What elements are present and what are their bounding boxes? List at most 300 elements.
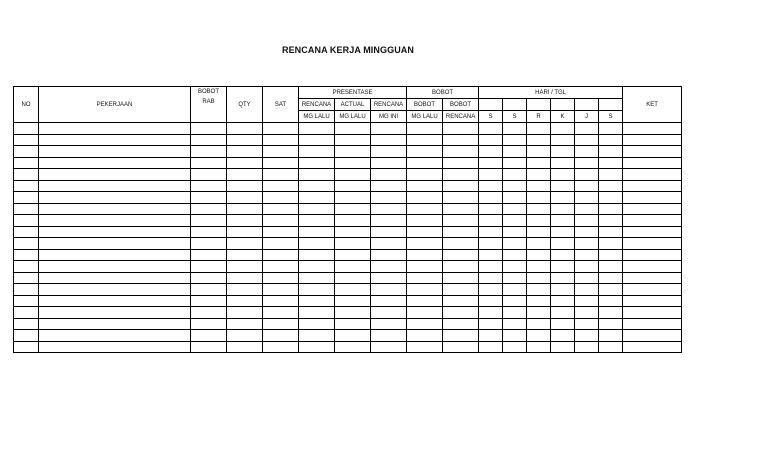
cell-no[interactable] xyxy=(14,226,39,238)
table-cell[interactable] xyxy=(299,215,335,227)
table-cell[interactable] xyxy=(263,284,299,296)
table-cell[interactable] xyxy=(599,307,623,319)
table-cell[interactable] xyxy=(479,226,503,238)
table-cell[interactable] xyxy=(479,330,503,342)
table-cell[interactable] xyxy=(335,226,371,238)
table-cell[interactable] xyxy=(299,169,335,181)
table-cell[interactable] xyxy=(575,180,599,192)
cell-ket[interactable] xyxy=(623,192,682,204)
table-cell[interactable] xyxy=(371,307,407,319)
table-cell[interactable] xyxy=(503,169,527,181)
table-cell[interactable] xyxy=(227,295,263,307)
table-cell[interactable] xyxy=(551,284,575,296)
table-cell[interactable] xyxy=(599,330,623,342)
table-cell[interactable] xyxy=(371,157,407,169)
table-cell[interactable] xyxy=(443,295,479,307)
table-cell[interactable] xyxy=(191,238,227,250)
table-cell[interactable] xyxy=(227,146,263,158)
table-cell[interactable] xyxy=(371,272,407,284)
table-cell[interactable] xyxy=(575,341,599,353)
table-cell[interactable] xyxy=(443,203,479,215)
table-cell[interactable] xyxy=(263,238,299,250)
table-cell[interactable] xyxy=(335,157,371,169)
table-cell[interactable] xyxy=(503,284,527,296)
table-cell[interactable] xyxy=(551,318,575,330)
table-cell[interactable] xyxy=(575,192,599,204)
table-cell[interactable] xyxy=(263,341,299,353)
table-cell[interactable] xyxy=(191,261,227,273)
cell-pekerjaan[interactable] xyxy=(39,330,191,342)
table-cell[interactable] xyxy=(407,157,443,169)
cell-pekerjaan[interactable] xyxy=(39,272,191,284)
table-cell[interactable] xyxy=(227,134,263,146)
table-cell[interactable] xyxy=(299,307,335,319)
table-cell[interactable] xyxy=(575,249,599,261)
table-cell[interactable] xyxy=(407,203,443,215)
cell-pekerjaan[interactable] xyxy=(39,307,191,319)
table-cell[interactable] xyxy=(335,192,371,204)
table-cell[interactable] xyxy=(299,261,335,273)
cell-pekerjaan[interactable] xyxy=(39,203,191,215)
table-cell[interactable] xyxy=(263,307,299,319)
table-cell[interactable] xyxy=(263,261,299,273)
table-cell[interactable] xyxy=(299,341,335,353)
table-cell[interactable] xyxy=(371,192,407,204)
table-cell[interactable] xyxy=(527,134,551,146)
table-cell[interactable] xyxy=(479,318,503,330)
table-cell[interactable] xyxy=(503,146,527,158)
table-cell[interactable] xyxy=(527,192,551,204)
table-cell[interactable] xyxy=(191,169,227,181)
table-cell[interactable] xyxy=(551,180,575,192)
table-cell[interactable] xyxy=(407,330,443,342)
cell-pekerjaan[interactable] xyxy=(39,123,191,135)
table-cell[interactable] xyxy=(227,215,263,227)
table-cell[interactable] xyxy=(263,330,299,342)
table-cell[interactable] xyxy=(191,307,227,319)
table-cell[interactable] xyxy=(599,215,623,227)
table-cell[interactable] xyxy=(551,330,575,342)
table-cell[interactable] xyxy=(575,203,599,215)
table-cell[interactable] xyxy=(335,318,371,330)
table-cell[interactable] xyxy=(503,238,527,250)
cell-ket[interactable] xyxy=(623,215,682,227)
table-cell[interactable] xyxy=(263,192,299,204)
table-cell[interactable] xyxy=(479,169,503,181)
table-cell[interactable] xyxy=(443,261,479,273)
table-cell[interactable] xyxy=(191,123,227,135)
table-cell[interactable] xyxy=(263,123,299,135)
table-cell[interactable] xyxy=(527,123,551,135)
cell-pekerjaan[interactable] xyxy=(39,169,191,181)
table-cell[interactable] xyxy=(371,249,407,261)
table-cell[interactable] xyxy=(191,341,227,353)
table-cell[interactable] xyxy=(479,284,503,296)
table-cell[interactable] xyxy=(371,146,407,158)
table-cell[interactable] xyxy=(551,295,575,307)
table-cell[interactable] xyxy=(551,261,575,273)
table-cell[interactable] xyxy=(479,249,503,261)
table-cell[interactable] xyxy=(575,261,599,273)
table-cell[interactable] xyxy=(551,307,575,319)
table-cell[interactable] xyxy=(335,307,371,319)
cell-no[interactable] xyxy=(14,272,39,284)
table-cell[interactable] xyxy=(551,157,575,169)
cell-ket[interactable] xyxy=(623,295,682,307)
table-cell[interactable] xyxy=(263,226,299,238)
cell-no[interactable] xyxy=(14,307,39,319)
cell-pekerjaan[interactable] xyxy=(39,238,191,250)
table-cell[interactable] xyxy=(407,249,443,261)
table-cell[interactable] xyxy=(551,123,575,135)
cell-ket[interactable] xyxy=(623,330,682,342)
table-cell[interactable] xyxy=(575,284,599,296)
table-cell[interactable] xyxy=(299,157,335,169)
table-cell[interactable] xyxy=(551,272,575,284)
table-cell[interactable] xyxy=(527,295,551,307)
table-cell[interactable] xyxy=(407,215,443,227)
table-cell[interactable] xyxy=(191,215,227,227)
cell-pekerjaan[interactable] xyxy=(39,180,191,192)
table-cell[interactable] xyxy=(227,169,263,181)
cell-no[interactable] xyxy=(14,157,39,169)
cell-no[interactable] xyxy=(14,169,39,181)
table-cell[interactable] xyxy=(443,272,479,284)
table-cell[interactable] xyxy=(371,284,407,296)
table-cell[interactable] xyxy=(503,192,527,204)
table-cell[interactable] xyxy=(443,249,479,261)
cell-pekerjaan[interactable] xyxy=(39,295,191,307)
table-cell[interactable] xyxy=(227,238,263,250)
table-cell[interactable] xyxy=(575,330,599,342)
table-cell[interactable] xyxy=(371,295,407,307)
table-cell[interactable] xyxy=(191,180,227,192)
table-cell[interactable] xyxy=(227,318,263,330)
table-cell[interactable] xyxy=(527,341,551,353)
table-cell[interactable] xyxy=(575,318,599,330)
cell-pekerjaan[interactable] xyxy=(39,215,191,227)
table-cell[interactable] xyxy=(443,307,479,319)
table-cell[interactable] xyxy=(503,307,527,319)
table-cell[interactable] xyxy=(443,157,479,169)
table-cell[interactable] xyxy=(599,157,623,169)
table-cell[interactable] xyxy=(551,192,575,204)
table-cell[interactable] xyxy=(575,169,599,181)
table-cell[interactable] xyxy=(443,169,479,181)
table-cell[interactable] xyxy=(335,238,371,250)
table-cell[interactable] xyxy=(551,169,575,181)
cell-ket[interactable] xyxy=(623,272,682,284)
table-cell[interactable] xyxy=(551,203,575,215)
cell-no[interactable] xyxy=(14,238,39,250)
table-cell[interactable] xyxy=(191,318,227,330)
table-cell[interactable] xyxy=(191,203,227,215)
table-cell[interactable] xyxy=(227,249,263,261)
table-cell[interactable] xyxy=(227,192,263,204)
table-cell[interactable] xyxy=(551,215,575,227)
table-cell[interactable] xyxy=(527,318,551,330)
cell-ket[interactable] xyxy=(623,307,682,319)
table-cell[interactable] xyxy=(335,146,371,158)
cell-ket[interactable] xyxy=(623,123,682,135)
table-cell[interactable] xyxy=(299,134,335,146)
table-cell[interactable] xyxy=(227,330,263,342)
cell-ket[interactable] xyxy=(623,203,682,215)
table-cell[interactable] xyxy=(299,123,335,135)
table-cell[interactable] xyxy=(335,330,371,342)
table-cell[interactable] xyxy=(299,146,335,158)
table-cell[interactable] xyxy=(443,180,479,192)
table-cell[interactable] xyxy=(443,192,479,204)
table-cell[interactable] xyxy=(575,226,599,238)
table-cell[interactable] xyxy=(299,192,335,204)
table-cell[interactable] xyxy=(371,330,407,342)
cell-no[interactable] xyxy=(14,261,39,273)
table-cell[interactable] xyxy=(575,146,599,158)
table-cell[interactable] xyxy=(575,134,599,146)
cell-no[interactable] xyxy=(14,215,39,227)
table-cell[interactable] xyxy=(443,318,479,330)
table-cell[interactable] xyxy=(335,134,371,146)
table-cell[interactable] xyxy=(503,180,527,192)
cell-ket[interactable] xyxy=(623,318,682,330)
table-cell[interactable] xyxy=(443,341,479,353)
cell-pekerjaan[interactable] xyxy=(39,341,191,353)
table-cell[interactable] xyxy=(443,238,479,250)
table-cell[interactable] xyxy=(503,272,527,284)
table-cell[interactable] xyxy=(503,157,527,169)
table-cell[interactable] xyxy=(227,203,263,215)
table-cell[interactable] xyxy=(599,249,623,261)
table-cell[interactable] xyxy=(263,180,299,192)
table-cell[interactable] xyxy=(299,203,335,215)
cell-no[interactable] xyxy=(14,123,39,135)
table-cell[interactable] xyxy=(371,318,407,330)
table-cell[interactable] xyxy=(551,238,575,250)
table-cell[interactable] xyxy=(599,261,623,273)
table-cell[interactable] xyxy=(599,123,623,135)
cell-no[interactable] xyxy=(14,192,39,204)
table-cell[interactable] xyxy=(527,226,551,238)
table-cell[interactable] xyxy=(335,215,371,227)
table-cell[interactable] xyxy=(575,238,599,250)
cell-ket[interactable] xyxy=(623,146,682,158)
table-cell[interactable] xyxy=(227,180,263,192)
table-cell[interactable] xyxy=(263,157,299,169)
table-cell[interactable] xyxy=(575,295,599,307)
table-cell[interactable] xyxy=(191,192,227,204)
table-cell[interactable] xyxy=(335,249,371,261)
table-cell[interactable] xyxy=(479,134,503,146)
table-cell[interactable] xyxy=(407,123,443,135)
table-cell[interactable] xyxy=(503,123,527,135)
table-cell[interactable] xyxy=(227,261,263,273)
table-cell[interactable] xyxy=(479,180,503,192)
table-cell[interactable] xyxy=(227,284,263,296)
table-cell[interactable] xyxy=(527,215,551,227)
cell-ket[interactable] xyxy=(623,169,682,181)
table-cell[interactable] xyxy=(263,215,299,227)
table-cell[interactable] xyxy=(599,134,623,146)
table-cell[interactable] xyxy=(503,226,527,238)
cell-pekerjaan[interactable] xyxy=(39,226,191,238)
table-cell[interactable] xyxy=(299,249,335,261)
table-cell[interactable] xyxy=(599,284,623,296)
table-cell[interactable] xyxy=(479,192,503,204)
table-cell[interactable] xyxy=(191,146,227,158)
table-cell[interactable] xyxy=(479,238,503,250)
table-cell[interactable] xyxy=(575,272,599,284)
table-cell[interactable] xyxy=(407,180,443,192)
table-cell[interactable] xyxy=(407,192,443,204)
cell-no[interactable] xyxy=(14,341,39,353)
table-cell[interactable] xyxy=(335,180,371,192)
cell-ket[interactable] xyxy=(623,180,682,192)
table-cell[interactable] xyxy=(371,134,407,146)
cell-pekerjaan[interactable] xyxy=(39,134,191,146)
table-cell[interactable] xyxy=(371,123,407,135)
table-cell[interactable] xyxy=(227,157,263,169)
table-cell[interactable] xyxy=(527,180,551,192)
table-cell[interactable] xyxy=(335,169,371,181)
table-cell[interactable] xyxy=(299,284,335,296)
table-cell[interactable] xyxy=(575,307,599,319)
table-cell[interactable] xyxy=(503,203,527,215)
cell-no[interactable] xyxy=(14,203,39,215)
table-cell[interactable] xyxy=(599,203,623,215)
table-cell[interactable] xyxy=(335,123,371,135)
cell-pekerjaan[interactable] xyxy=(39,146,191,158)
table-cell[interactable] xyxy=(551,146,575,158)
table-cell[interactable] xyxy=(371,261,407,273)
table-cell[interactable] xyxy=(407,261,443,273)
table-cell[interactable] xyxy=(479,157,503,169)
table-cell[interactable] xyxy=(407,146,443,158)
table-cell[interactable] xyxy=(527,146,551,158)
table-cell[interactable] xyxy=(263,318,299,330)
cell-pekerjaan[interactable] xyxy=(39,192,191,204)
table-cell[interactable] xyxy=(371,226,407,238)
table-cell[interactable] xyxy=(479,215,503,227)
table-cell[interactable] xyxy=(575,123,599,135)
cell-ket[interactable] xyxy=(623,261,682,273)
table-cell[interactable] xyxy=(263,203,299,215)
table-cell[interactable] xyxy=(599,295,623,307)
table-cell[interactable] xyxy=(371,169,407,181)
table-cell[interactable] xyxy=(191,157,227,169)
table-cell[interactable] xyxy=(299,318,335,330)
table-cell[interactable] xyxy=(407,341,443,353)
table-cell[interactable] xyxy=(527,307,551,319)
cell-ket[interactable] xyxy=(623,238,682,250)
cell-pekerjaan[interactable] xyxy=(39,284,191,296)
table-cell[interactable] xyxy=(503,215,527,227)
table-cell[interactable] xyxy=(599,180,623,192)
table-cell[interactable] xyxy=(479,272,503,284)
table-cell[interactable] xyxy=(551,226,575,238)
table-cell[interactable] xyxy=(299,295,335,307)
table-cell[interactable] xyxy=(551,134,575,146)
table-cell[interactable] xyxy=(299,272,335,284)
table-cell[interactable] xyxy=(227,307,263,319)
table-cell[interactable] xyxy=(503,134,527,146)
cell-no[interactable] xyxy=(14,295,39,307)
table-cell[interactable] xyxy=(407,284,443,296)
table-cell[interactable] xyxy=(599,341,623,353)
cell-no[interactable] xyxy=(14,318,39,330)
table-cell[interactable] xyxy=(599,192,623,204)
table-cell[interactable] xyxy=(551,341,575,353)
table-cell[interactable] xyxy=(503,261,527,273)
table-cell[interactable] xyxy=(503,318,527,330)
table-cell[interactable] xyxy=(443,123,479,135)
table-cell[interactable] xyxy=(299,238,335,250)
table-cell[interactable] xyxy=(443,284,479,296)
table-cell[interactable] xyxy=(527,261,551,273)
table-cell[interactable] xyxy=(371,341,407,353)
table-cell[interactable] xyxy=(335,341,371,353)
table-cell[interactable] xyxy=(227,272,263,284)
table-cell[interactable] xyxy=(191,226,227,238)
table-cell[interactable] xyxy=(599,146,623,158)
cell-pekerjaan[interactable] xyxy=(39,249,191,261)
table-cell[interactable] xyxy=(407,318,443,330)
table-cell[interactable] xyxy=(527,330,551,342)
table-cell[interactable] xyxy=(191,134,227,146)
table-cell[interactable] xyxy=(227,226,263,238)
table-cell[interactable] xyxy=(191,295,227,307)
table-cell[interactable] xyxy=(575,157,599,169)
table-cell[interactable] xyxy=(263,295,299,307)
table-cell[interactable] xyxy=(527,284,551,296)
cell-ket[interactable] xyxy=(623,157,682,169)
table-cell[interactable] xyxy=(335,261,371,273)
table-cell[interactable] xyxy=(599,318,623,330)
table-cell[interactable] xyxy=(479,261,503,273)
table-cell[interactable] xyxy=(263,249,299,261)
table-cell[interactable] xyxy=(575,215,599,227)
table-cell[interactable] xyxy=(407,134,443,146)
table-cell[interactable] xyxy=(227,123,263,135)
cell-no[interactable] xyxy=(14,249,39,261)
table-cell[interactable] xyxy=(299,226,335,238)
cell-no[interactable] xyxy=(14,180,39,192)
table-cell[interactable] xyxy=(263,146,299,158)
table-cell[interactable] xyxy=(371,180,407,192)
table-cell[interactable] xyxy=(479,341,503,353)
cell-no[interactable] xyxy=(14,146,39,158)
cell-ket[interactable] xyxy=(623,341,682,353)
table-cell[interactable] xyxy=(479,123,503,135)
cell-no[interactable] xyxy=(14,134,39,146)
table-cell[interactable] xyxy=(371,203,407,215)
table-cell[interactable] xyxy=(263,169,299,181)
table-cell[interactable] xyxy=(263,272,299,284)
cell-ket[interactable] xyxy=(623,226,682,238)
table-cell[interactable] xyxy=(527,272,551,284)
table-cell[interactable] xyxy=(227,341,263,353)
table-cell[interactable] xyxy=(479,307,503,319)
table-cell[interactable] xyxy=(443,330,479,342)
table-cell[interactable] xyxy=(503,330,527,342)
table-cell[interactable] xyxy=(479,295,503,307)
table-cell[interactable] xyxy=(407,226,443,238)
table-cell[interactable] xyxy=(599,272,623,284)
table-cell[interactable] xyxy=(335,272,371,284)
table-cell[interactable] xyxy=(527,238,551,250)
table-cell[interactable] xyxy=(263,134,299,146)
table-cell[interactable] xyxy=(599,169,623,181)
